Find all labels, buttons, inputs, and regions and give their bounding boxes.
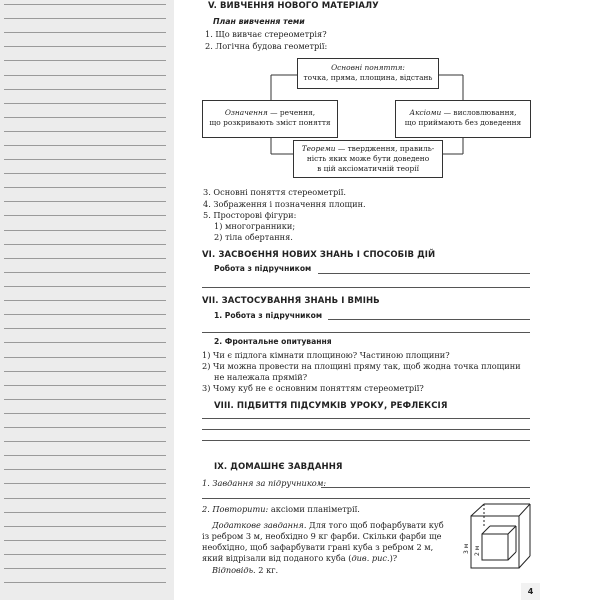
answer	[212, 565, 278, 575]
axioms-term: Аксіоми	[409, 108, 442, 117]
lesson-content	[200, 0, 540, 600]
definitions-rest: — речення,	[267, 108, 316, 117]
note-line	[4, 4, 166, 5]
plan-title: План вивчення теми	[213, 17, 305, 26]
diagram-box-axioms	[395, 100, 531, 138]
note-line	[4, 18, 166, 19]
note-line	[4, 159, 166, 160]
plan-item-1: 1. Що вивчає стереометрія?	[205, 29, 327, 39]
note-line	[4, 427, 166, 428]
section-9-title: IX. ДОМАШНЄ ЗАВДАННЯ	[214, 462, 343, 472]
diagram-box-theorems	[293, 140, 443, 178]
theorems-rest: — твердження, правиль-	[335, 144, 435, 153]
homework-task-2	[202, 504, 360, 514]
note-line	[4, 103, 166, 104]
plan-item-2: 2. Логічна будова геометрії:	[205, 41, 328, 51]
extra-task-label: Додаткове завдання.	[212, 520, 307, 530]
page-number: 4	[521, 583, 540, 600]
section-8-title: VIII. ПІДБИТТЯ ПІДСУМКІВ УРОКУ, РЕФЛЕКСІЯ	[214, 401, 448, 411]
theorems-term: Теореми	[301, 144, 336, 153]
note-line	[4, 441, 166, 442]
note-line	[4, 215, 166, 216]
basic-concepts-text: точка, пряма, площина, відстань	[303, 73, 433, 82]
theorems-line2: ність яких може бути доведено	[306, 154, 430, 163]
section-5-title: V. ВИВЧЕННЯ НОВОГО МАТЕРІАЛУ	[208, 1, 379, 11]
answer-line	[328, 319, 530, 320]
question-1: 1) Чи є підлога кімнати площиною? Частиною площини?	[202, 350, 450, 360]
section-7-work: 1. Робота з підручником	[214, 311, 323, 320]
diagram-box-definitions	[202, 100, 338, 138]
more-item-4: 4. Зображення і позначення площин.	[203, 199, 366, 209]
axioms-line2: що приймають без доведення	[404, 118, 522, 127]
figure-item-1: 1) многогранники;	[214, 221, 296, 231]
extra-task-line-2: із ребром 3 м, необхідно 9 кг фарби. Скільки фарби ще	[202, 531, 442, 541]
question-2: 2) Чи можна провести на площині пряму так, щоб жодна точка площини	[202, 361, 521, 371]
answer-line	[318, 273, 530, 274]
note-line	[4, 201, 166, 202]
section-7-survey: 2. Фронтальне опитування	[214, 337, 332, 346]
note-line	[4, 455, 166, 456]
answer-line	[202, 332, 530, 333]
extra-task-text-1: Для того щоб пофарбувати куб	[306, 520, 444, 530]
answer-line	[202, 418, 530, 419]
note-line	[4, 117, 166, 118]
note-line	[4, 540, 166, 541]
answer-line	[202, 440, 530, 441]
note-line	[4, 173, 166, 174]
answer-text: 2 кг.	[255, 565, 279, 575]
note-line	[4, 357, 166, 358]
note-line	[4, 131, 166, 132]
note-line	[4, 483, 166, 484]
note-line	[4, 582, 166, 583]
question-3: 3) Чому куб не є основним поняттям стереометрії?	[202, 383, 424, 393]
extra-task-line-4	[202, 553, 397, 563]
note-line	[4, 244, 166, 245]
note-line	[4, 371, 166, 372]
extra-task-text-4c: )?	[389, 553, 398, 563]
note-line	[4, 385, 166, 386]
note-line	[4, 568, 166, 569]
figure-item-2: 2) тіла обертання.	[214, 232, 293, 242]
note-line	[4, 512, 166, 513]
section-7-title: VII. ЗАСТОСУВАННЯ ЗНАНЬ І ВМІНЬ	[202, 296, 380, 306]
section-6-work: Робота з підручником	[214, 264, 312, 273]
homework-task-1: 1. Завдання за підручником:	[202, 478, 327, 488]
theorems-line3: в цій аксіоматичній теорії	[317, 164, 419, 173]
answer-line	[202, 287, 530, 288]
question-2-cont: не належала прямій?	[214, 372, 308, 382]
definitions-term: Означення	[224, 108, 268, 117]
more-item-3: 3. Основні поняття стереометрії.	[203, 187, 347, 197]
answer-line	[321, 487, 530, 488]
note-line	[4, 498, 166, 499]
section-6-title: VI. ЗАСВОЄННЯ НОВИХ ЗНАНЬ І СПОСОБІВ ДІЙ	[202, 250, 436, 260]
note-line	[4, 399, 166, 400]
task-2-text: аксіоми планіметрії.	[268, 504, 360, 514]
note-line	[4, 554, 166, 555]
note-line	[4, 413, 166, 414]
note-line	[4, 258, 166, 259]
note-line	[4, 286, 166, 287]
answer-line	[202, 429, 530, 430]
cube-figure	[462, 498, 532, 576]
note-line	[4, 32, 166, 33]
extra-task-line-1	[212, 520, 444, 530]
note-line	[4, 526, 166, 527]
note-line	[4, 272, 166, 273]
note-line	[4, 342, 166, 343]
answer-label: Відповідь.	[212, 565, 256, 575]
cube-label-2m: 2 м	[474, 545, 481, 556]
more-item-5: 5. Просторові фігури:	[203, 210, 297, 220]
note-line	[4, 46, 166, 47]
note-line	[4, 300, 166, 301]
note-line	[4, 328, 166, 329]
note-line	[4, 89, 166, 90]
axioms-rest: — висловлювання,	[441, 108, 517, 117]
extra-task-text-4a: який відрізали від поданого куба (	[202, 553, 352, 563]
note-line	[4, 75, 166, 76]
note-line	[4, 469, 166, 470]
note-line	[4, 314, 166, 315]
definitions-line2: що розкривають зміст поняття	[209, 118, 331, 127]
extra-task-text-4b: див. рис.	[351, 553, 390, 563]
note-line	[4, 230, 166, 231]
note-line	[4, 145, 166, 146]
note-line	[4, 187, 166, 188]
extra-task-line-3: необхідно, щоб зафарбувати грані куба з ребром 2 м,	[202, 542, 434, 552]
diagram-box-basic-concepts	[297, 58, 439, 89]
cube-label-3m: 3 м	[463, 543, 470, 554]
note-line	[4, 60, 166, 61]
task-2-label: 2. Повторити:	[202, 504, 269, 514]
basic-concepts-title: Основні поняття:	[331, 63, 405, 72]
